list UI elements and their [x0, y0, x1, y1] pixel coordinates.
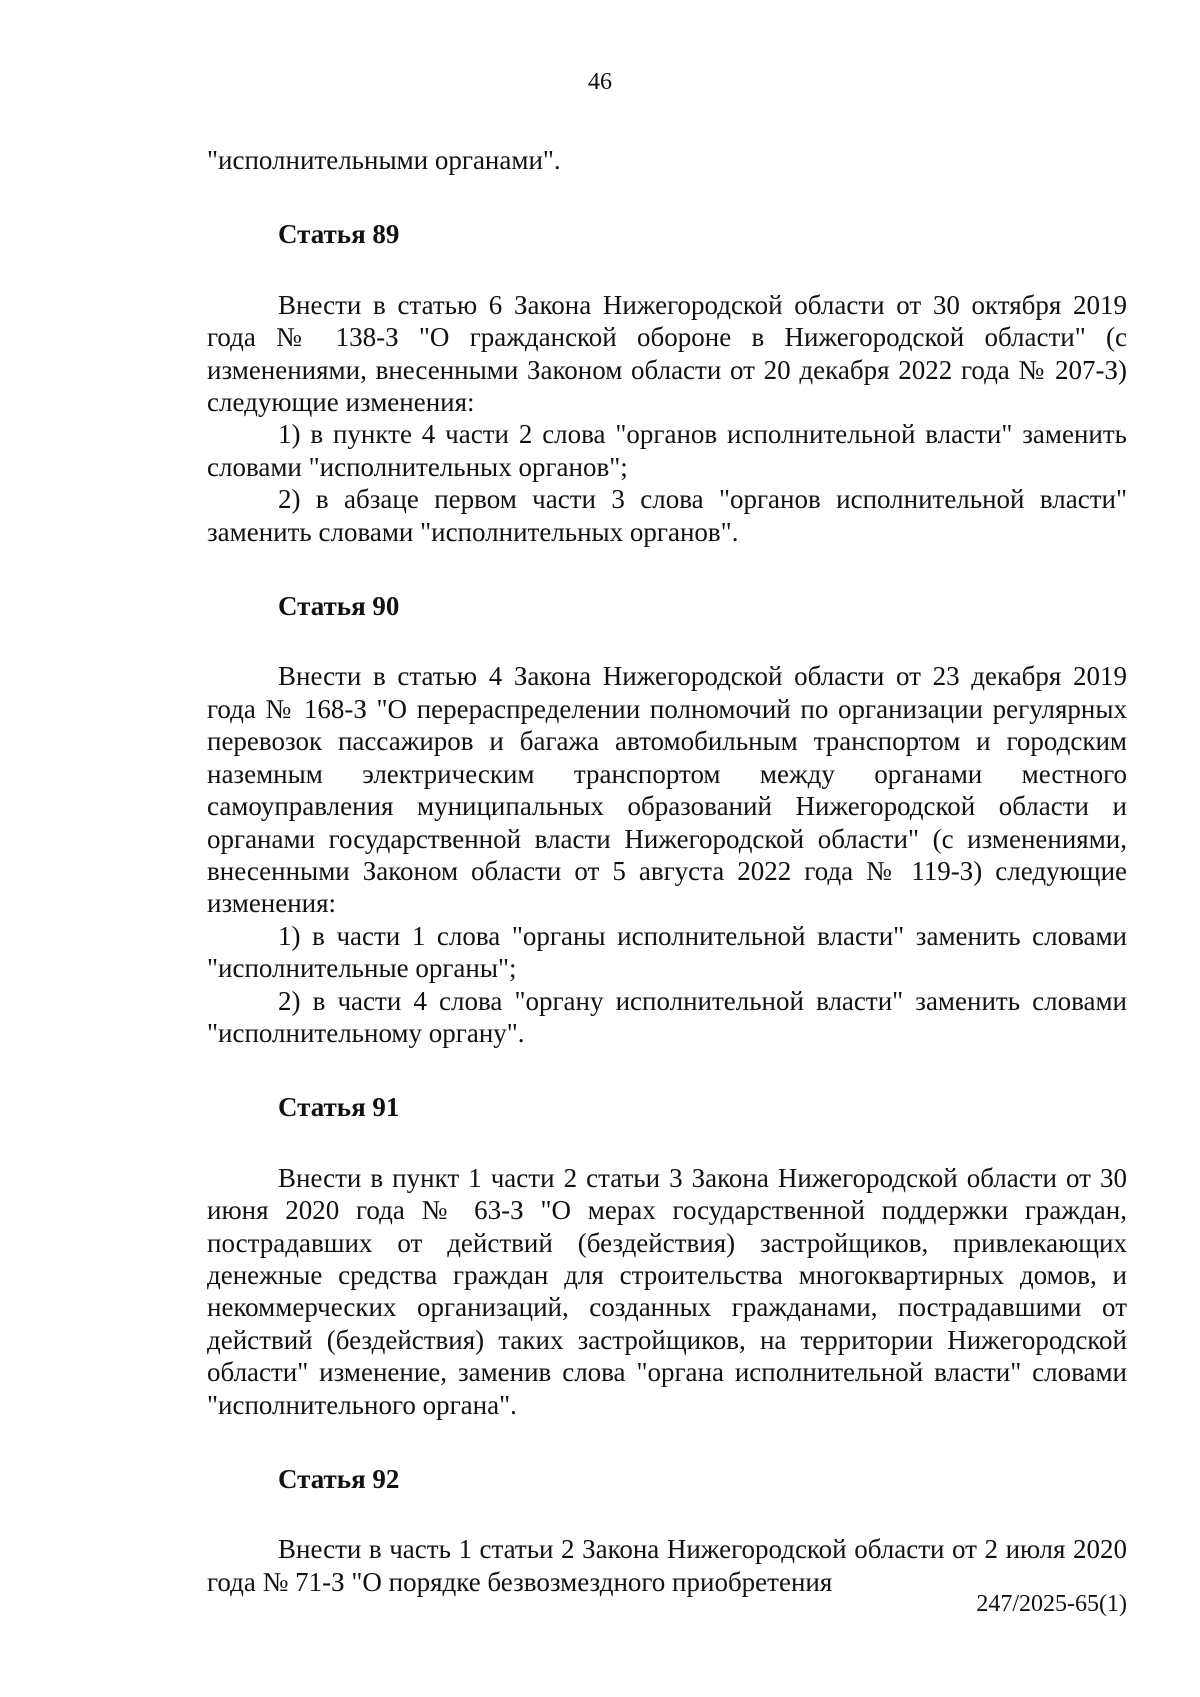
article-91-heading: Статья 91: [278, 1092, 400, 1123]
article-92-heading: Статья 92: [278, 1464, 400, 1494]
article-92-paragraph-1: Внести в часть 1 статьи 2 Закона Нижегородской области от 2 июля 2020 года № 71-З "О порядке безвозмездного приобретения: [207, 1534, 1127, 1597]
article-89-paragraph-3: 2) в абзаце первом части 3 слова "органов исполнительной власти" заменить словами "исполнительных органов".: [207, 484, 1127, 547]
article-89-paragraph-1: Внести в статью 6 Закона Нижегородской области от 30 октября 2019 года № 138-З "О гражданской обороне в Нижегородской области" (с изменениями, внесенными Законом области от 20 декабря 2022 года № 207-З) следующие изменения:: [207, 289, 1127, 418]
article-89-heading: Статья 89: [278, 219, 400, 250]
article-90-paragraph-2: 1) в части 1 слова "органы исполнительной власти" заменить словами "исполнительные органы";: [207, 920, 1127, 984]
document-code: 247/2025-65(1): [976, 1591, 1127, 1617]
article-90-paragraph-3: 2) в части 4 слова "органу исполнительной власти" заменить словами "исполнительному органу".: [207, 985, 1127, 1048]
page-number: 46: [588, 69, 612, 95]
document-body: [207, 144, 1127, 1598]
article-90-paragraph-1: Внести в статью 4 Закона Нижегородской области от 23 декабря 2019 года № 168-З "О перераспределении полномочий по организации регулярных перевозок пассажиров и багажа автомобильным транспортом и городским наземным электрическим транспортом между органами местного самоуправления муниципальных образований Нижегородской области и органами государственной власти Нижегородской области" (с изменениями, внесенными Законом области от 5 августа 2022 года № 119-З) следующие изменения:: [207, 661, 1127, 919]
lead-paragraph: "исполнительными органами".: [207, 145, 561, 175]
article-91-paragraph-1: Внести в пункт 1 части 2 статьи 3 Закона Нижегородской области от 30 июня 2020 года № 63-З "О мерах государственной поддержки граждан, пострадавших от действий (бездействия) застройщиков, привлекающих денежные средства граждан для строительства многоквартирных домов, и некоммерческих организаций, созданных гражданами, пострадавшими от действий (бездействия) таких застройщиков, на территории Нижегородской области" изменение, заменив слова "органа исполнительной власти" словами "исполнительного органа".: [207, 1162, 1127, 1420]
article-89-paragraph-2: 1) в пункте 4 части 2 слова "органов исполнительной власти" заменить словами "исполнительных органов";: [207, 419, 1127, 482]
article-90-heading: Статья 90: [278, 591, 400, 622]
